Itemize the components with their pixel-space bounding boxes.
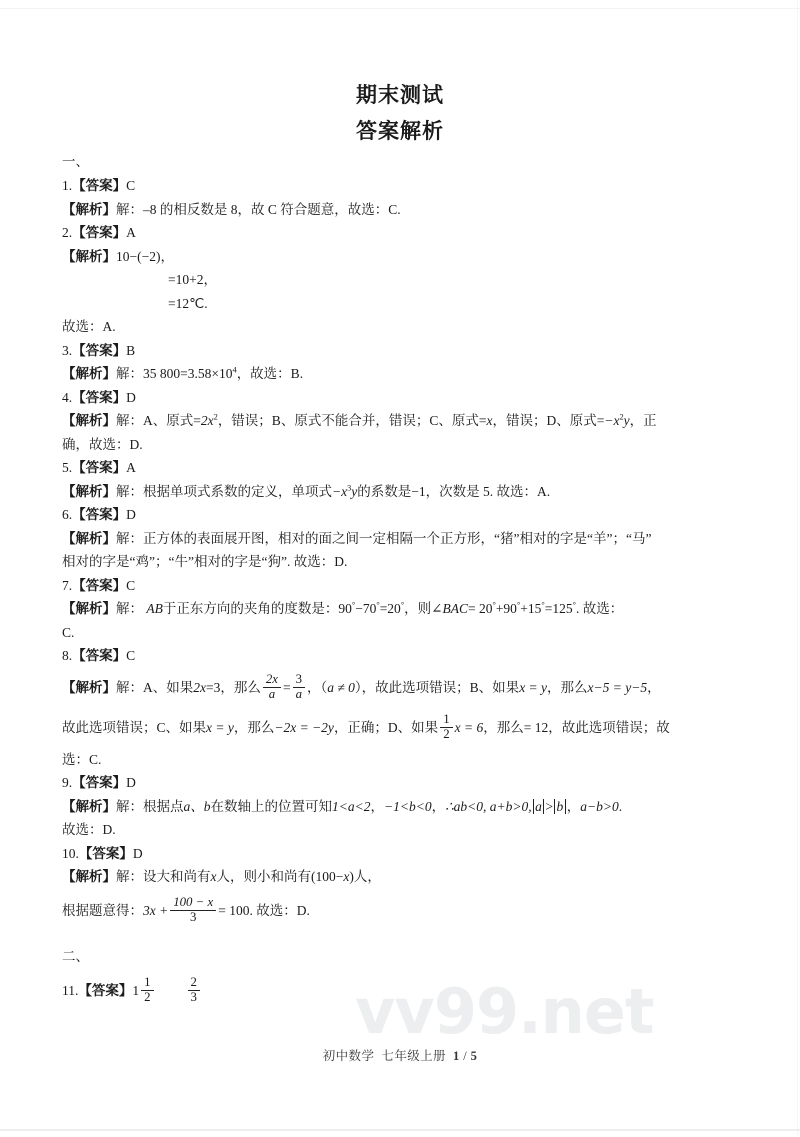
fraction-2x-over-a bbox=[263, 673, 281, 701]
q4-k: ，正 bbox=[629, 413, 657, 428]
q10-var-x: x bbox=[210, 869, 217, 884]
fraction-numerator: 3 bbox=[293, 673, 305, 687]
analysis-line-q10 bbox=[62, 865, 740, 889]
fraction-denominator: 3 bbox=[190, 909, 197, 924]
footer-volume: 七年级上册 bbox=[381, 1049, 446, 1063]
q9-ab-diff: a−b>0 bbox=[580, 798, 619, 814]
q5-d: ，次数是 5. 故选：A. bbox=[425, 483, 551, 499]
degree-icon-1: ° bbox=[351, 600, 356, 610]
analysis-tag-2: 【解析】 bbox=[62, 248, 116, 264]
fraction-numerator: 2x bbox=[263, 673, 281, 687]
q4-eq2: = bbox=[478, 413, 487, 428]
answer-tag-10: 【答案】 bbox=[78, 845, 133, 861]
fraction-100-minus-x-over-3 bbox=[170, 896, 216, 924]
q5-a: 解：根据单项式系数的定义，单项式 bbox=[116, 483, 332, 499]
q8-l2-e: ，正确；D、如果 bbox=[333, 719, 439, 735]
analysis-tag-4: 【解析】 bbox=[62, 413, 116, 428]
q8-eq: = bbox=[282, 679, 291, 695]
answer-tag-8: 【答案】 bbox=[72, 648, 127, 663]
answer-value-9: D bbox=[126, 775, 136, 790]
analysis-line-q8 bbox=[62, 668, 740, 708]
q8-l2-c: ，那么 bbox=[233, 719, 275, 735]
title-block bbox=[0, 80, 800, 146]
q3-tail: ，故选：B. bbox=[236, 366, 304, 381]
q10-c: )人， bbox=[349, 869, 381, 884]
answer-line-q4 bbox=[62, 386, 740, 410]
fraction-numerator: 1 bbox=[141, 976, 153, 990]
answer-line-q9 bbox=[62, 771, 740, 795]
absolute-value-a: a bbox=[533, 799, 545, 814]
q4-expr3-exponent: 2 bbox=[619, 412, 624, 422]
question-number-1: 1. bbox=[62, 178, 73, 193]
q9-gt: > bbox=[545, 798, 554, 814]
analysis-line-q2 bbox=[62, 245, 740, 269]
question-number-6: 6. bbox=[62, 507, 73, 522]
fraction-denominator: 2 bbox=[144, 989, 151, 1004]
analysis-line-q8-cont bbox=[62, 708, 740, 748]
answer-value-2: A bbox=[126, 225, 136, 240]
answer-value-3: B bbox=[126, 342, 136, 358]
section-heading-2: 二、 bbox=[62, 948, 89, 964]
q7-f: ，则∠ bbox=[404, 601, 443, 616]
q7-d: −70 bbox=[355, 601, 377, 616]
q10-l2-c: = 100 bbox=[218, 902, 250, 918]
watermark: vv99.net bbox=[355, 975, 654, 1048]
fraction-3-over-a bbox=[293, 673, 305, 701]
answer-line-q6 bbox=[62, 503, 740, 527]
fraction-one-half bbox=[440, 713, 452, 741]
q4-expr3-y: y bbox=[623, 413, 630, 428]
analysis-tag-5: 【解析】 bbox=[62, 483, 116, 499]
q8-l2-f: x = 6 bbox=[454, 719, 484, 735]
analysis-line-q4 bbox=[62, 409, 740, 433]
answer-tag-9: 【答案】 bbox=[72, 775, 127, 790]
q7-angle-bac: BAC bbox=[442, 601, 468, 616]
q9-ab-product: ∴ab<0, bbox=[445, 798, 487, 814]
q9-f: ， bbox=[431, 798, 446, 814]
analysis-line-q6 bbox=[62, 527, 740, 551]
analysis-tag-9: 【解析】 bbox=[62, 798, 116, 814]
answer-value-1: C bbox=[126, 178, 136, 193]
analysis-line-q3 bbox=[62, 362, 740, 386]
analysis-line-q9-cont: 故选：D. bbox=[62, 822, 116, 837]
q7-b: 于正东方向的夹角的度数是： bbox=[162, 601, 339, 616]
q9-k: . bbox=[618, 798, 623, 814]
answer-value-7: C bbox=[126, 577, 136, 593]
question-number-2: 2. bbox=[62, 225, 73, 240]
answer-line-q2 bbox=[62, 221, 740, 245]
q9-d: ， bbox=[370, 798, 384, 814]
answer-line-q8 bbox=[62, 644, 740, 668]
footer-subject: 初中数学 bbox=[322, 1049, 375, 1063]
analysis-tag-3: 【解析】 bbox=[62, 366, 116, 381]
analysis-tag-10: 【解析】 bbox=[62, 869, 116, 884]
q8-k: x−5 = y−5 bbox=[587, 679, 648, 695]
q9-b: 在数轴上的位置可知 bbox=[210, 798, 332, 814]
q9-a: 解：根据点 bbox=[116, 798, 184, 814]
section-heading-1: 一、 bbox=[62, 154, 89, 169]
q3-lhs: 35 800 bbox=[143, 366, 181, 381]
q7-g: = 20 bbox=[467, 601, 493, 616]
question-number-4: 4. bbox=[62, 389, 73, 405]
q4-expr1-exponent: 2 bbox=[213, 412, 218, 422]
fraction-denominator: 2 bbox=[443, 726, 450, 741]
answer-line-q1 bbox=[62, 174, 740, 198]
q8-b: 2x bbox=[193, 679, 206, 695]
analysis-text-q2-l1: 10−(−2)， bbox=[116, 248, 174, 264]
analysis-line-q1 bbox=[62, 198, 740, 222]
q8-l2-d: −2x = −2y bbox=[274, 719, 334, 735]
q4-g: ，错误；D、原式 bbox=[492, 413, 597, 428]
fraction-two-thirds-q11 bbox=[188, 976, 200, 1004]
fraction-denominator: 3 bbox=[190, 989, 197, 1004]
absolute-value-b: b bbox=[554, 799, 566, 814]
q7-j: =125 bbox=[544, 601, 573, 616]
analysis-line-q9 bbox=[62, 795, 740, 819]
q9-ab-sum: a+b>0, bbox=[489, 798, 532, 814]
fraction-denominator: a bbox=[268, 686, 276, 701]
answer-tag-1: 【答案】 bbox=[72, 178, 127, 193]
answer-tag-3: 【答案】 bbox=[72, 342, 127, 358]
analysis-text-1: 解：–8 的相反数是 8，故 C 符合题意，故选：C. bbox=[116, 201, 401, 217]
q4-eq3: = bbox=[596, 413, 605, 428]
q8-l: ， bbox=[647, 679, 661, 695]
q10-l2-a: 根据题意得： bbox=[62, 902, 143, 918]
q10-l2-b: 3x + bbox=[143, 902, 169, 918]
answer-value-10: D bbox=[132, 845, 143, 861]
q7-a: 解： bbox=[116, 601, 143, 616]
answer-line-q7 bbox=[62, 574, 740, 598]
answer-tag-4: 【答案】 bbox=[72, 389, 127, 405]
answer-value-8: C bbox=[126, 648, 136, 663]
analysis-tag-8: 【解析】 bbox=[62, 679, 116, 695]
answer-tag-2: 【答案】 bbox=[72, 225, 127, 240]
q10-a: 解：设大和尚有 bbox=[116, 869, 211, 884]
q4-d: ，错误；B、原式不能合并，错误；C、原式 bbox=[217, 413, 479, 428]
answer-line-q11 bbox=[62, 969, 740, 1013]
answer-tag-7: 【答案】 bbox=[72, 577, 127, 593]
analysis-line-q2-l4: 故选：A. bbox=[62, 319, 116, 334]
page-bottom-rule bbox=[0, 1129, 800, 1131]
question-number-8: 8. bbox=[62, 648, 73, 663]
answer-value-4: D bbox=[126, 389, 136, 405]
q5-monomial-exponent: 3 bbox=[347, 483, 352, 492]
q8-constraint: a ≠ 0 bbox=[327, 679, 355, 695]
analysis-line-q5 bbox=[62, 480, 740, 504]
fraction-one-half-q11 bbox=[141, 976, 153, 1004]
solution-word-3: 解： bbox=[116, 366, 143, 381]
answer-tag-11: 【答案】 bbox=[78, 982, 133, 998]
answer-key-body bbox=[62, 150, 740, 1013]
q8-j: ，那么 bbox=[547, 679, 588, 695]
q8-h: ），故此选项错误；B、如果 bbox=[354, 679, 520, 695]
answer-line-q5 bbox=[62, 456, 740, 480]
q10-b: 人，则小和尚有(100− bbox=[216, 869, 344, 884]
analysis-line-q2-l3: =12℃. bbox=[168, 295, 208, 311]
q8-l2-g: ，那么 bbox=[483, 719, 524, 735]
q8-g: ，（ bbox=[307, 679, 328, 695]
q7-c: 90 bbox=[338, 601, 352, 616]
q8-a: 解：A、如果 bbox=[116, 679, 194, 695]
analysis-line-q4-cont: 确，故选：D. bbox=[62, 436, 143, 452]
degree-icon-4: ° bbox=[492, 600, 496, 610]
q9-i: ， bbox=[566, 798, 581, 814]
analysis-line-q2-l2: =10+2， bbox=[168, 272, 217, 287]
analysis-line-q8-cont2: 选：C. bbox=[62, 751, 102, 767]
answer-line-q3 bbox=[62, 339, 740, 363]
q8-c: = bbox=[206, 679, 214, 695]
question-number-5: 5. bbox=[62, 460, 73, 475]
analysis-line-q6-cont: 相对的字是“鸡”；“牛”相对的字是“狗”. 故选：D. bbox=[62, 554, 348, 569]
q7-e: =20 bbox=[379, 601, 401, 616]
page-subtitle: 答案解析 bbox=[356, 119, 444, 143]
q10-l2-d: . 故选：D. bbox=[249, 902, 310, 918]
degree-icon-2: ° bbox=[376, 600, 380, 610]
analysis-line-q7 bbox=[62, 597, 740, 621]
answer-line-q10 bbox=[62, 842, 740, 866]
q6-line1: 解：正方体的表面展开图，相对的面之间一定相隔一个正方形，“猪”相对的字是“羊”；“马” bbox=[116, 530, 652, 546]
degree-icon-6: ° bbox=[541, 600, 545, 610]
degree-icon-7: ° bbox=[572, 600, 576, 610]
q7-h: +90 bbox=[495, 601, 517, 616]
fraction-denominator: a bbox=[295, 686, 302, 701]
degree-icon-5: ° bbox=[516, 600, 521, 610]
q9-points: a、b bbox=[183, 798, 211, 814]
q5-monomial: −x bbox=[332, 483, 348, 499]
question-number-11: 11. bbox=[62, 982, 79, 998]
q8-l2-h: = 12 bbox=[523, 719, 549, 735]
analysis-line-q7-cont: C. bbox=[62, 624, 75, 640]
q9-range-b: −1<b<0 bbox=[383, 798, 432, 814]
q7-i: +15 bbox=[520, 601, 542, 616]
q8-l2-i: ，故此选项错误；故 bbox=[548, 719, 670, 735]
q9-range-a: 1<a<2 bbox=[332, 798, 371, 814]
q7-segment-ab: AB bbox=[146, 601, 163, 616]
q3-exponent: 4 bbox=[232, 365, 237, 375]
q5-coefficient: −1 bbox=[411, 483, 426, 499]
footer-page-total: 5 bbox=[470, 1049, 478, 1063]
q8-d: 3 bbox=[213, 679, 221, 695]
q10-var-x2: x bbox=[343, 869, 350, 884]
page-title: 期末测试 bbox=[356, 83, 444, 107]
mixed-number-whole: 1 bbox=[132, 982, 140, 998]
fraction-numerator: 100 − x bbox=[170, 896, 216, 910]
answer-tag-6: 【答案】 bbox=[72, 507, 127, 522]
analysis-tag-7: 【解析】 bbox=[62, 601, 116, 616]
q4-expr3: −x bbox=[604, 413, 620, 428]
q4-expr2: x bbox=[486, 413, 493, 428]
question-number-3: 3. bbox=[62, 342, 73, 358]
answer-tag-5: 【答案】 bbox=[72, 460, 127, 475]
q4-a: 解：A、原式 bbox=[116, 413, 194, 428]
q5-b: 的系数是 bbox=[357, 483, 412, 499]
answer-value-5: A bbox=[126, 460, 136, 475]
question-number-9: 9. bbox=[62, 775, 73, 790]
analysis-tag-1: 【解析】 bbox=[62, 201, 116, 217]
q5-monomial-y: y bbox=[351, 483, 358, 499]
q8-e: ，那么 bbox=[220, 679, 261, 695]
q3-equals: = bbox=[180, 366, 188, 381]
q8-i: x = y bbox=[519, 679, 548, 695]
degree-icon-3: ° bbox=[400, 600, 405, 610]
q4-eq1: = bbox=[193, 413, 201, 428]
q8-l2-b: x = y bbox=[206, 719, 234, 735]
analysis-tag-6: 【解析】 bbox=[62, 530, 116, 546]
analysis-line-q10-cont bbox=[62, 889, 740, 933]
footer-page-separator: / bbox=[463, 1049, 468, 1063]
q4-expr1: 2x bbox=[200, 413, 214, 428]
question-number-10: 10. bbox=[62, 845, 79, 861]
page-footer bbox=[0, 1046, 800, 1064]
question-number-7: 7. bbox=[62, 577, 73, 593]
page-right-edge bbox=[797, 0, 798, 1137]
answer-value-6: D bbox=[126, 507, 136, 522]
q7-k: . 故选： bbox=[575, 601, 624, 616]
q8-l2-a: 故此选项错误；C、如果 bbox=[62, 719, 207, 735]
fraction-numerator: 1 bbox=[440, 713, 452, 727]
page-top-rule bbox=[0, 8, 800, 9]
fraction-numerator: 2 bbox=[188, 976, 200, 990]
footer-page-current: 1 bbox=[453, 1049, 460, 1063]
q3-rhs: 3.58×10 bbox=[187, 366, 233, 381]
